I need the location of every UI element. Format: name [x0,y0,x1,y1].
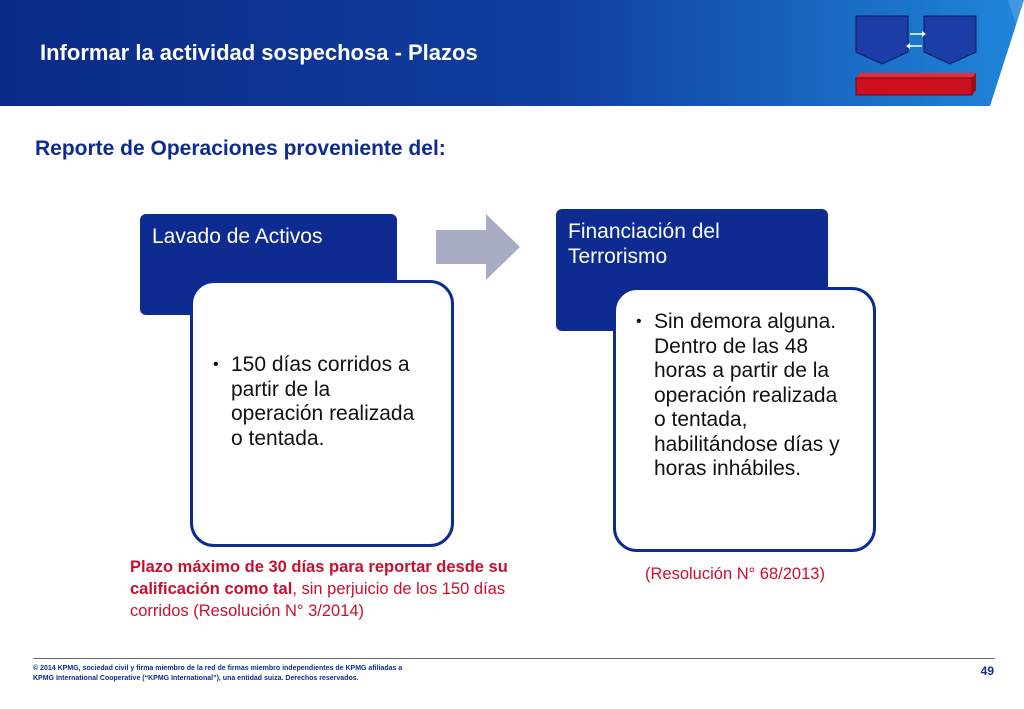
left-card-list [211,353,421,451]
right-arrow-icon [436,214,522,280]
right-card-heading: Financiación del Terrorismo [568,220,720,268]
process-diagram-icon [852,12,982,98]
footer-line-1: © 2014 KPMG, sociedad civil y firma miembro de la red de firmas miembro independientes de KPMG afiliadas a [33,665,403,672]
left-card-bullet: • 150 días corridos a partir de la operación realizada o tentada. [211,353,421,451]
left-card-heading: Lavado de Activos [152,225,323,248]
footer-line-2: KPMG International Cooperative (“KPMG International”), una entidad suiza. Derechos reservados. [33,675,359,682]
right-card-body [613,287,876,552]
page-title: Informar la actividad sospechosa - Plazos [40,40,478,65]
footer-divider [33,658,995,659]
page-number: 49 [980,664,994,678]
left-note-rest: , sin perjuicio de los 150 días corridos (Resolución N° 3/2014) [130,580,506,620]
left-note-bold: Plazo máximo de 30 días para reportar desde su calificación como tal [130,558,508,598]
footer-copyright [33,664,402,684]
section-subtitle: Reporte de Operaciones proveniente del: [35,137,446,160]
right-card-bullet: • Sin demora alguna. Dentro de las 48 horas a partir de la operación realizada o tentada, habilitándose días y horas inhábiles. [634,310,849,482]
left-card-body [190,280,454,547]
left-note [130,556,530,622]
right-card-list [634,310,849,482]
header-banner [0,0,1024,106]
right-note: (Resolución N° 68/2013) [645,565,825,583]
